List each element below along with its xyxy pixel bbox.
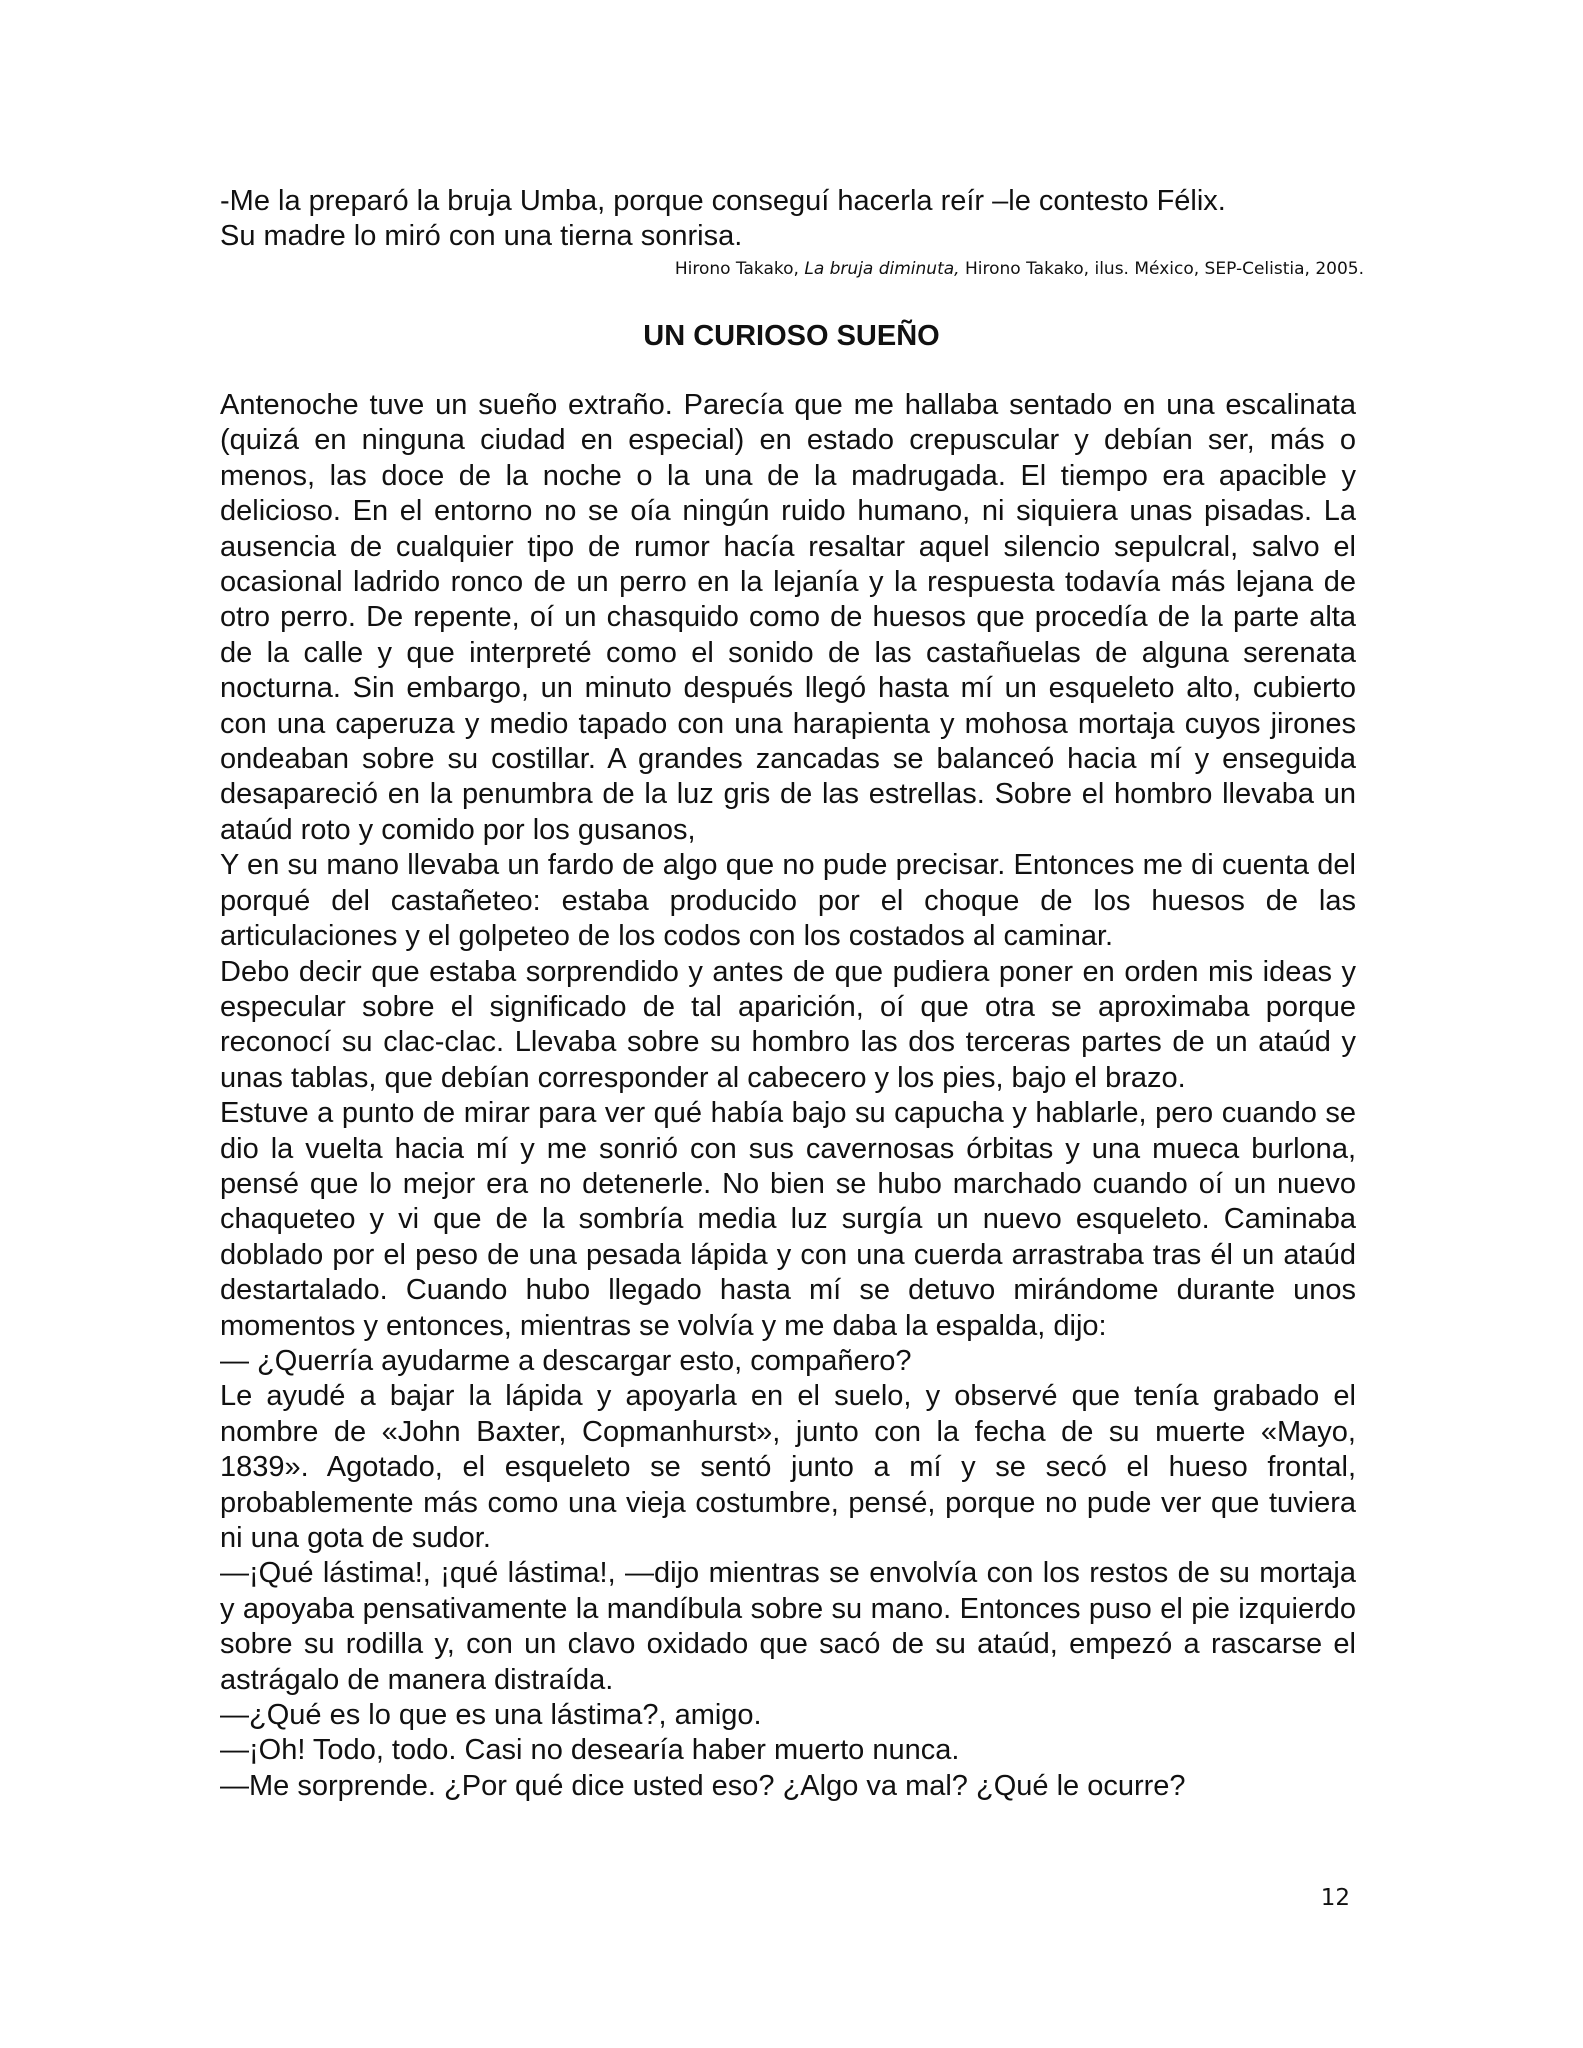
story-dialogue: — ¿Querría ayudarme a descargar esto, compañero?	[220, 1344, 912, 1377]
story-title: UN CURIOSO SUEÑO	[643, 320, 940, 352]
story-paragraph: Debo decir que estaba sorprendido y antes de que pudiera poner en orden mis ideas y especular sobre el significado de tal aparición, oí que otra se aproximaba porque reconocí su clac-clac. Llevaba sobre su hombro las dos terceras partes de un ataúd y unas tablas, que debían corresponder al cabecero y los pies, bajo el brazo.	[220, 955, 1356, 1094]
intro-line: Su madre lo miró con una tierna sonrisa.	[220, 220, 743, 252]
story-body	[220, 388, 1356, 1804]
citation-details: Hirono Takako, ilus. México, SEP-Celistia, 2005.	[959, 259, 1364, 279]
story-paragraph: Estuve a punto de mirar para ver qué había bajo su capucha y hablarle, pero cuando se dio la vuelta hacia mí y me sonrió con sus cavernosas órbitas y una mueca burlona, pensé que lo mejor era no detenerle. No bien se hubo marchado cuando oí un nuevo chaqueteo y vi que de la sombría media luz surgía un nuevo esqueleto. Caminaba doblado por el peso de una pesada lápida y con una cuerda arrastraba tras él un ataúd destartalado. Cuando hubo llegado hasta mí se detuvo mirándome durante unos momentos y entonces, mientras se volvía y me daba la espalda, dijo:	[220, 1097, 1356, 1342]
story-paragraph: Y en su mano llevaba un fardo de algo que no pude precisar. Entonces me di cuenta del porqué del castañeteo: estaba producido por el choque de los huesos de las articulaciones y el golpeteo de los codos con los costados al caminar.	[220, 849, 1356, 953]
story-dialogue: —¡Oh! Todo, todo. Casi no desearía haber muerto nunca.	[220, 1734, 960, 1767]
story-paragraph: Antenoche tuve un sueño extraño. Parecía que me hallaba sentado en una escalinata (quizá en ninguna ciudad en especial) en estado crepuscular y debían ser, más o menos, las doce de la noche o la una de la madrugada. El tiempo era apacible y delicioso. En el entorno no se oía ningún ruido humano, ni siquiera unas pisadas. La ausencia de cualquier tipo de rumor hacía resaltar aquel silencio sepulcral, salvo el ocasional ladrido ronco de un perro en la lejanía y la respuesta todavía más lejana de otro perro. De repente, oí un chasquido como de huesos que procedía de la parte alta de la calle y que interpreté como el sonido de las castañuelas de alguna serenata nocturna. Sin embargo, un minuto después llegó hasta mí un esqueleto alto, cubierto con una caperuza y medio tapado con una harapienta y mohosa mortaja cuyos jirones ondeaban sobre su costillar. A grandes zancadas se balanceó hacia mí y enseguida desapareció en la penumbra de la luz gris de las estrellas. Sobre el hombro llevaba un ataúd roto y comido por los gusanos,	[220, 389, 1356, 846]
intro-excerpt	[220, 184, 1360, 254]
page-number: 12	[1320, 1885, 1350, 1911]
story-dialogue: —Me sorprende. ¿Por qué dice usted eso? ¿Algo va mal? ¿Qué le ocurre?	[220, 1769, 1186, 1802]
story-paragraph: —¡Qué lástima!, ¡qué lástima!, —dijo mientras se envolvía con los restos de su mortaja y apoyaba pensativamente la mandíbula sobre su mano. Entonces puso el pie izquierdo sobre su rodilla y, con un clavo oxidado que sacó de su ataúd, empezó a rascarse el astrágalo de manera distraída.	[220, 1557, 1356, 1696]
source-citation	[0, 258, 1364, 280]
intro-line: -Me la preparó la bruja Umba, porque conseguí hacerla reír –le contesto Félix.	[220, 185, 1226, 217]
story-paragraph: Le ayudé a bajar la lápida y apoyarla en el suelo, y observé que tenía grabado el nombre de «John Baxter, Copmanhurst», junto con la fecha de su muerte «Mayo, 1839». Agotado, el esqueleto se sentó junto a mí y se secó el hueso frontal, probablemente más como una vieja costumbre, pensé, porque no pude ver que tuviera ni una gota de sudor.	[220, 1380, 1356, 1554]
citation-book-title: La bruja diminuta,	[804, 259, 960, 279]
citation-author: Hirono Takako,	[674, 259, 805, 279]
story-dialogue: —¿Qué es lo que es una lástima?, amigo.	[220, 1699, 762, 1732]
